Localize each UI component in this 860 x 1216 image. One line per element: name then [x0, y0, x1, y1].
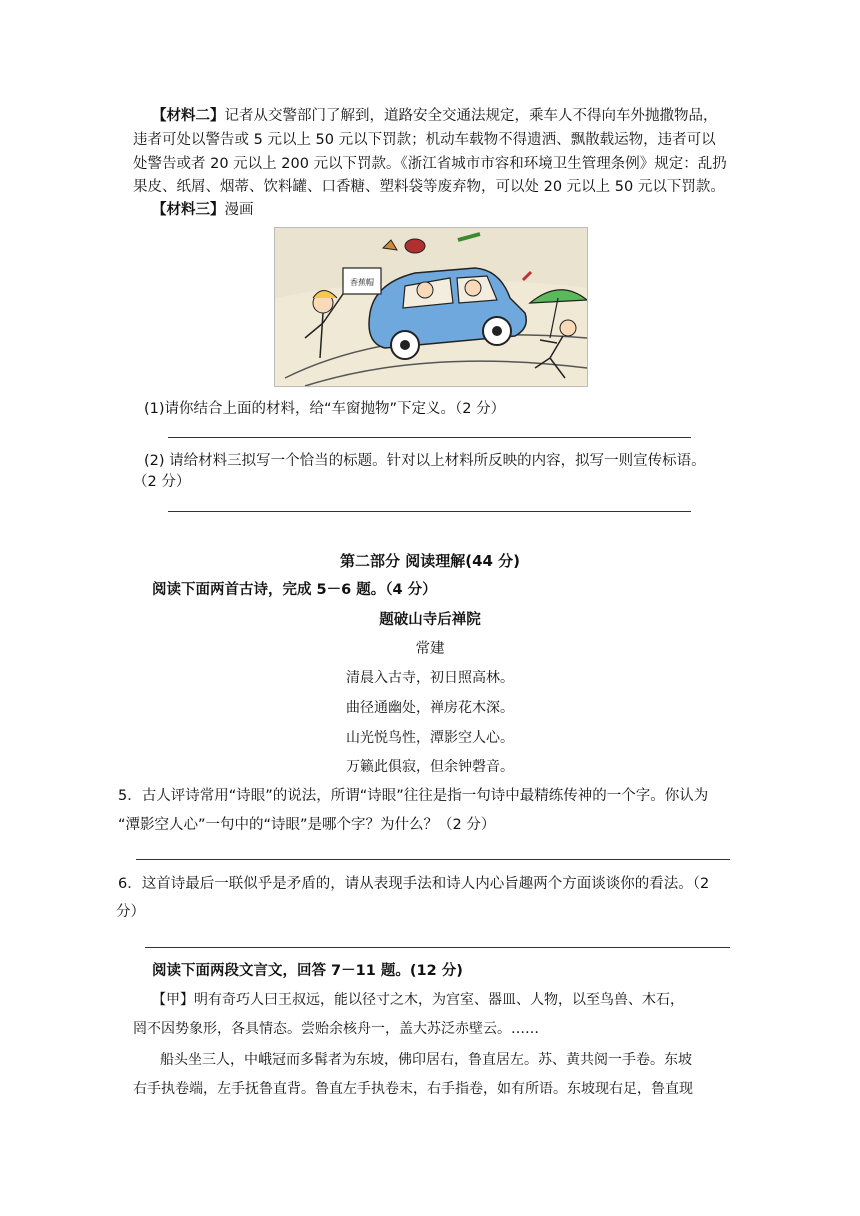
- poem-line-4: 万籁此俱寂，但余钟磬音。: [346, 759, 514, 775]
- material2-text: 记者从交警部门了解到，道路安全交通法规定，乘车人不得向车外抛撒物品，: [224, 108, 718, 124]
- answer-line-1[interactable]: [168, 437, 691, 438]
- classical-intro: 阅读下面两段文言文，回答 7－11 题。(12 分): [152, 963, 463, 979]
- question-2-line2: （2 分）: [133, 474, 191, 490]
- poem-author: 常建: [415, 641, 445, 657]
- question-6-line1: 6．这首诗最后一联似乎是矛盾的，请从表现手法和诗人内心旨趣两个方面谈谈你的看法。（2: [118, 876, 710, 892]
- material3-heading: [152, 200, 254, 220]
- answer-line-6[interactable]: [145, 947, 730, 948]
- material2-line2: 违者可处以警告或 5 元以上 50 元以下罚款；机动车载物不得遗洒、飘散载运物，违者可以: [133, 132, 716, 148]
- part2-title: 第二部分 阅读理解(44 分): [339, 552, 521, 570]
- poem-line-3: 山光悦鸟性，潭影空人心。: [346, 730, 514, 746]
- material2-line3: 处警告或者 20 元以上 200 元以下罚款。《浙江省城市市容和环境卫生管理条例》规定：乱扔: [133, 156, 727, 172]
- cartoon-drawing: [275, 228, 587, 386]
- classical-line-1: 【甲】明有奇巧人曰王叔远，能以径寸之木，为宫室、器皿、人物，以至鸟兽、木石，: [152, 992, 684, 1008]
- material3-label: 【材料三】: [152, 202, 225, 218]
- classical-line-2: 罔不因势象形，各具情态。尝贻余核舟一，盖大苏泛赤壁云。……: [133, 1021, 539, 1037]
- classical-line-4: 右手执卷端，左手抚鲁直背。鲁直左手执卷末，右手指卷，如有所语。东坡现右足，鲁直现: [133, 1081, 693, 1097]
- poem-line-1: 清晨入古寺，初日照高林。: [346, 670, 514, 686]
- cartoon-sign-text: 香蕉帽: [350, 278, 374, 287]
- poem-line-2: 曲径通幽处，禅房花木深。: [346, 700, 514, 716]
- poem-intro: 阅读下面两首古诗，完成 5－6 题。（4 分）: [152, 582, 437, 598]
- question-5-line1: 5．古人评诗常用“诗眼”的说法，所谓“诗眼”往往是指一句诗中最精练传神的一个字。你认为: [118, 788, 709, 804]
- question-5-line2: “潭影空人心”一句中的“诗眼”是哪个字？为什么？（2 分）: [118, 817, 496, 833]
- material2-line1: [152, 106, 718, 126]
- cartoon-image: [274, 227, 588, 387]
- material2-line4: 果皮、纸屑、烟蒂、饮料罐、口香糖、塑料袋等废弃物，可以处 20 元以上 50 元以下罚款。: [133, 179, 725, 195]
- material3-text: 漫画: [224, 202, 254, 218]
- answer-line-5[interactable]: [136, 859, 730, 860]
- classical-line-3: 船头坐三人，中峨冠而多髯者为东坡，佛印居右，鲁直居左。苏、黄共阅一手卷。东坡: [160, 1052, 692, 1068]
- question-6-line2: 分）: [116, 904, 145, 920]
- answer-line-2[interactable]: [168, 511, 691, 512]
- question-2-line1: (2) 请给材料三拟写一个恰当的标题。针对以上材料所反映的内容，拟写一则宣传标语。: [144, 453, 706, 469]
- poem-title: 题破山寺后禅院: [379, 612, 481, 628]
- material2-label: 【材料二】: [152, 108, 225, 124]
- question-1: (1)请你结合上面的材料，给“车窗抛物”下定义。（2 分）: [144, 401, 506, 417]
